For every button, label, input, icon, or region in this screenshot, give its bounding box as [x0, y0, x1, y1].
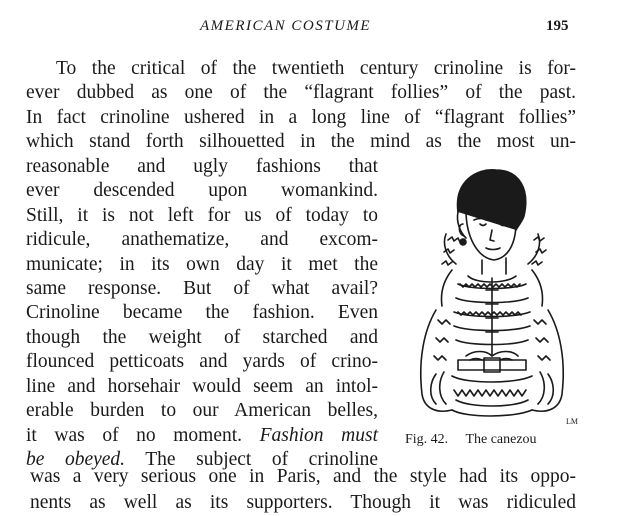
text-line: To the critical of the twentieth century crinoline is for- [56, 58, 576, 79]
text-line: line and horsehair would seem an intol- [26, 376, 378, 397]
text-line: municate; in its own day it met the [26, 254, 378, 275]
canezou-illustration [396, 160, 584, 430]
text-fragment: The subject of crinoline [145, 449, 378, 470]
text-line: Crinoline became the fashion. Even [26, 302, 378, 323]
text-line: erable burden to our American belles, [26, 400, 378, 421]
text-line [26, 423, 378, 449]
text-line: ridicule, anathematize, and excom- [26, 229, 378, 250]
text-line: Still, it is not left for us of today to [26, 205, 378, 226]
text-fragment: it was of no moment. [26, 425, 243, 446]
text-line: reasonable and ugly fashions that [26, 156, 378, 177]
text-line: same response. But of what avail? [26, 278, 378, 299]
italic-phrase: Fashion must [259, 425, 378, 446]
italic-phrase: be obeyed. [26, 449, 126, 470]
figure-caption-text: The canezou [465, 432, 537, 447]
text-line: In fact crinoline ushered in a long line of “flagrant follies” [26, 107, 576, 128]
text-line: was a very serious one in Paris, and the style had its oppo- [30, 466, 576, 487]
text-line: nents as well as its supporters. Though it was ridiculed [30, 492, 576, 513]
figure-canezou [396, 160, 584, 430]
page-number: 195 [546, 18, 569, 34]
figure-caption [405, 432, 537, 448]
text-line: ever dubbed as one of the “flagrant follies” of the past. [26, 82, 576, 103]
artist-mark: LM [566, 417, 578, 426]
text-line: which stand forth silhouetted in the mind as the most un- [26, 131, 576, 152]
running-head [0, 18, 640, 40]
text-line: ever descended upon womankind. [26, 180, 378, 201]
running-title: AMERICAN COSTUME [200, 18, 372, 34]
figure-number: Fig. 42. [405, 432, 449, 447]
text-line: flounced petticoats and yards of crino- [26, 351, 378, 372]
text-line: though the weight of starched and [26, 327, 378, 348]
